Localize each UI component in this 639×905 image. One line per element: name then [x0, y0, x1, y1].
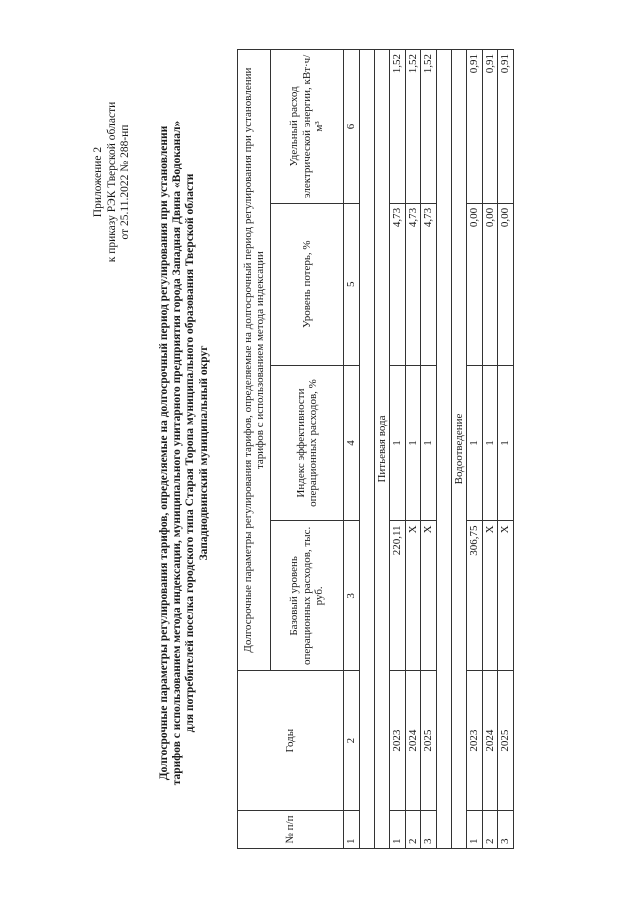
- section-gap: [359, 50, 374, 849]
- appendix-block: [92, 52, 133, 312]
- loss-level-cell: 0,00: [467, 203, 483, 365]
- column-header-year: Годы: [238, 671, 344, 811]
- efficiency-index-cell: 1: [421, 365, 437, 521]
- column-number: 3: [344, 521, 360, 671]
- title-line: Западнодвинский муниципальный округ: [197, 345, 210, 561]
- section-title: Водоотведение: [451, 50, 467, 849]
- column-number: 4: [344, 365, 360, 521]
- row-number-cell: 1: [467, 811, 483, 849]
- column-header-base-opex: Базовый уровень операционных расходов, тыс. руб.: [271, 521, 344, 671]
- appendix-line: от 25.11.2022 № 288-нп: [119, 124, 131, 240]
- row-number-cell: 2: [405, 811, 421, 849]
- efficiency-index-cell: 1: [498, 365, 514, 521]
- row-number-cell: 2: [482, 811, 498, 849]
- energy-consumption-cell: 0,91: [482, 50, 498, 204]
- appendix-line: Приложение 2: [92, 146, 104, 218]
- base-opex-cell: Х: [421, 521, 437, 671]
- loss-level-cell: 4,73: [421, 203, 437, 365]
- efficiency-index-cell: 1: [467, 365, 483, 521]
- energy-consumption-cell: 1,52: [421, 50, 437, 204]
- row-number-cell: 3: [421, 811, 437, 849]
- efficiency-index-cell: 1: [482, 365, 498, 521]
- column-number: 2: [344, 671, 360, 811]
- title-line: Долгосрочные параметры регулирования тарифов, определяемые на долгосрочный период регулирования при установлении: [158, 125, 170, 781]
- title-line: тарифов с использованием метода индексации, муниципального унитарного предприятия города Западная Двина «Водоканал»: [171, 120, 184, 786]
- column-header-loss-level: Уровень потерь, %: [271, 203, 344, 365]
- year-cell: 2024: [405, 671, 421, 811]
- energy-consumption-cell: 0,91: [467, 50, 483, 204]
- row-number-cell: 1: [390, 811, 406, 849]
- year-cell: 2024: [482, 671, 498, 811]
- parameters-table: [237, 49, 514, 849]
- table-row: [467, 50, 483, 849]
- row-number-cell: 3: [498, 811, 514, 849]
- efficiency-index-cell: 1: [390, 365, 406, 521]
- column-header-efficiency-index: Индекс эффективности операционных расходов, %: [271, 365, 344, 521]
- energy-consumption-cell: 1,52: [390, 50, 406, 204]
- efficiency-index-cell: 1: [405, 365, 421, 521]
- table-body: [238, 50, 514, 849]
- column-number: 1: [344, 811, 360, 849]
- gap-cell: [436, 50, 451, 849]
- column-number: 5: [344, 203, 360, 365]
- column-numbering-row: [344, 50, 360, 849]
- loss-level-cell: 0,00: [482, 203, 498, 365]
- column-number: 6: [344, 50, 360, 204]
- year-cell: 2025: [498, 671, 514, 811]
- base-opex-cell: 220,11: [390, 521, 406, 671]
- section-title-row: [374, 50, 390, 849]
- table-row: [421, 50, 437, 849]
- energy-consumption-cell: 1,52: [405, 50, 421, 204]
- table-header-row: [238, 50, 271, 849]
- table-row: [498, 50, 514, 849]
- year-cell: 2023: [467, 671, 483, 811]
- column-header-energy-consumption: Удельный расход электрической энергии, кВт·ч/м³: [271, 50, 344, 204]
- loss-level-cell: 4,73: [405, 203, 421, 365]
- base-opex-cell: 306,75: [467, 521, 483, 671]
- section-title: Питьевая вода: [374, 50, 390, 849]
- table-row: [405, 50, 421, 849]
- loss-level-cell: 0,00: [498, 203, 514, 365]
- column-header-number: № п/п: [238, 811, 344, 849]
- gap-cell: [359, 50, 374, 849]
- section-title-row: [451, 50, 467, 849]
- table-row: [390, 50, 406, 849]
- appendix-line: к приказу РЭК Тверской области: [105, 101, 118, 263]
- document-title: [158, 113, 211, 793]
- base-opex-cell: Х: [482, 521, 498, 671]
- table-row: [482, 50, 498, 849]
- section-gap: [436, 50, 451, 849]
- energy-consumption-cell: 0,91: [498, 50, 514, 204]
- base-opex-cell: Х: [405, 521, 421, 671]
- column-group-header: Долгосрочные параметры регулирования тарифов, определяемые на долгосрочный период регулирования при установлении тарифов с использованием метода индексации: [238, 50, 271, 671]
- title-line: для потребителей поселка городского типа Старая Торопа муниципального образования Тверской области: [184, 173, 197, 733]
- year-cell: 2025: [421, 671, 437, 811]
- base-opex-cell: Х: [498, 521, 514, 671]
- loss-level-cell: 4,73: [390, 203, 406, 365]
- year-cell: 2023: [390, 671, 406, 811]
